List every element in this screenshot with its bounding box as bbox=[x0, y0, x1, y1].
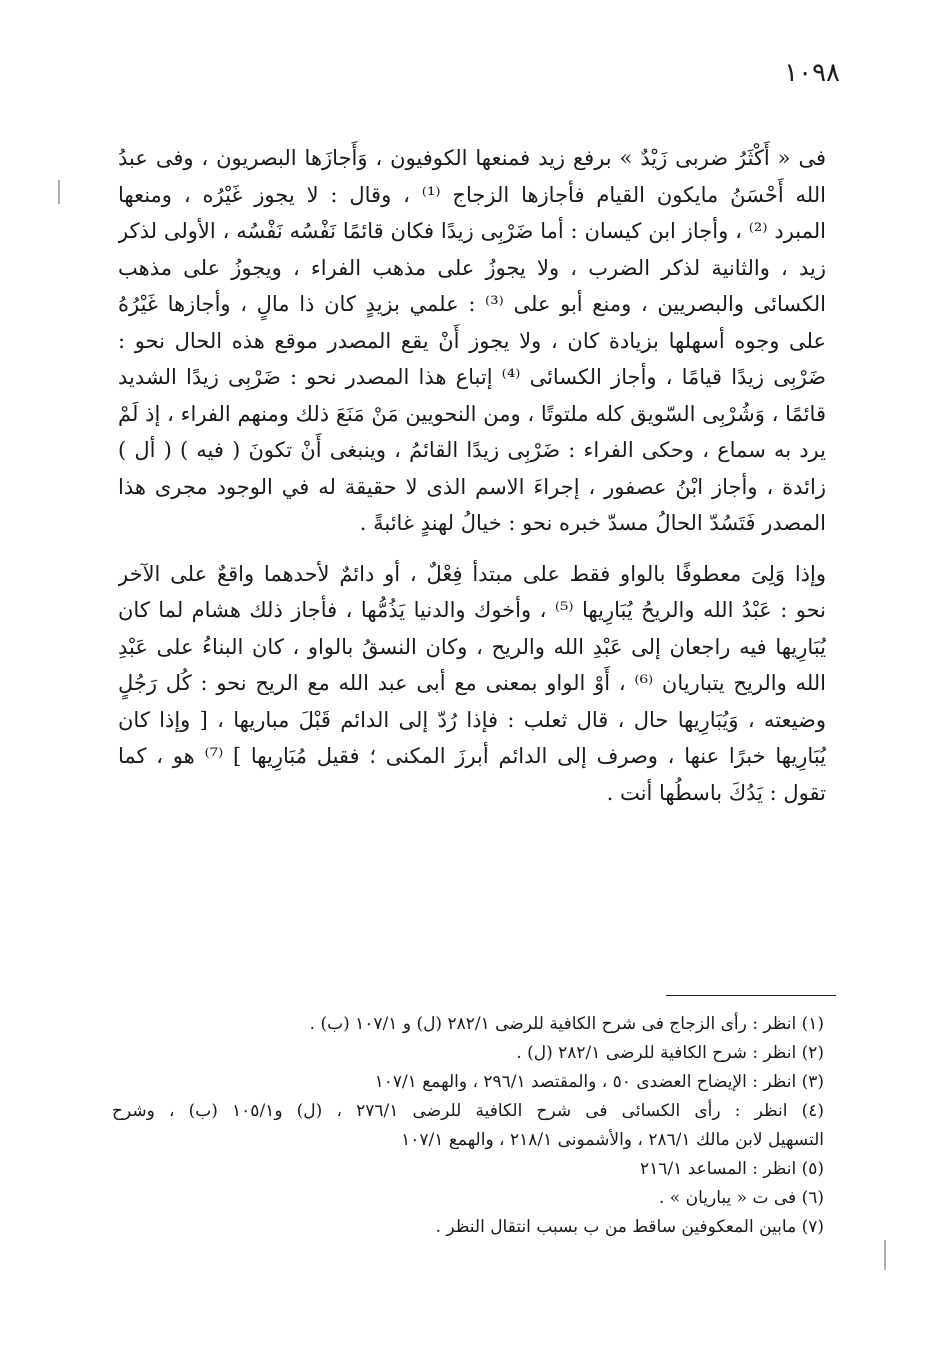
footnote-6: (٦) فى ت « يباريان » . bbox=[659, 1188, 824, 1208]
footnote-3: (٣) انظر : الإيضاح العضدى ٥٠ ، والمقتصد ٢٩٦/١ ، والهمع ١٠٧/١ bbox=[374, 1072, 824, 1092]
text-line: يرد به سماع ، وحكى الفراء : ضَرْبِى زيدًا القائمُ ، وينبغى أَنْ تكونَ ( فيه ) ( أل ) bbox=[118, 438, 826, 462]
text-line: ضَرْبِى زيدًا قيامًا ، وأجاز الكسائى ⁽⁴⁾ إتباع هذا المصدر نحو : ضَرْبِى زيدًا الشديد bbox=[118, 365, 826, 389]
text-line: نحو : عَبْدُ الله والريحُ يُبَارِيها ⁽⁵⁾ ، وأخوك والدنيا يَذُمُّها ، فأجاز ذلك هشام لما كان bbox=[118, 598, 826, 622]
text-line: زائدة ، وأجاز ابْنُ عصفور ، إجراءَ الاسم الذى لا حقيقة له في الوجود مجرى هذا bbox=[118, 474, 826, 499]
page-number: ١٠٩٨ bbox=[784, 58, 840, 88]
scan-mark bbox=[58, 180, 60, 204]
footnote-7: (٧) مابين المعكوفين ساقط من ب بسبب انتقال النظر . bbox=[435, 1217, 824, 1237]
footnote-5: (٥) انظر : المساعد ٢١٦/١ bbox=[640, 1159, 824, 1179]
text-line: تقول : يَدُكَ باسطُها أنت . bbox=[606, 780, 826, 805]
footnote-4-continued: التسهيل لابن مالك ٢٨٦/١ ، والأشمونى ٢١٨/١ ، والهمع ١٠٧/١ bbox=[401, 1130, 824, 1150]
paragraph-1 bbox=[118, 140, 826, 542]
text-line: على وجوه أسهلها بزيادة كان ، ولا يجوز أَنْ يقع المصدر موقع هذه الحال نحو : bbox=[118, 328, 826, 353]
paragraph-2 bbox=[118, 556, 826, 812]
scan-mark bbox=[884, 1240, 886, 1270]
text-line: وإذا وَلِىَ معطوفًا بالواو فقط على مبتدأ فِعْلٌ ، أو دائمٌ لأحدهما واقعٌ على الآخر bbox=[118, 561, 826, 586]
text-line: فى « أَكْثَرُ ضربى زَيْدٌ » برفع زيد فمنعها الكوفيون ، وَأَجازَها البصريون ، وفى عبدُ bbox=[118, 146, 826, 170]
text-line: زيد ، والثانية لذكر الضرب ، ولا يجوزُ على مذهب الفراء ، ويجوزُ على مذهب bbox=[118, 255, 826, 280]
text-line: يُبَارِيها فيه راجعان إلى عَبْدِ الله والريح ، وكان النسقُ بالواو ، كان البناءُ على عَبْدِ bbox=[118, 634, 826, 659]
text-line: المبرد ⁽²⁾ ، وأجاز ابن كيسان : أما ضَرْبِى زيدًا فكان قائمًا نَفْسُه نَفْسُه ، الأولى لذكر bbox=[118, 219, 826, 243]
text-line: قائمًا ، وَشُرْبِى السّويق كله ملتوتًا ، ومن النحويين مَنْ مَنَعَ ذلك ومنهم الفراء ، إذ لَمْ bbox=[118, 401, 826, 426]
text-line: الله والريح يتباريان ⁽⁶⁾ ، أَوْ الواو بمعنى مع أبى عبد الله مع الريح نحو : كُل رَجُلٍ bbox=[118, 671, 826, 695]
footnote-1: (١) انظر : رأى الزجاج فى شرح الكافية للرضى ٢٨٢/١ (ل) و ١٠٧/١ (ب) . bbox=[309, 1014, 824, 1034]
text-line: المصدر فَتَسُدّ الحالُ مسدّ خبره نحو : خيالُ لهندٍ غائبةً . bbox=[359, 511, 826, 535]
text-line: الله أَحْسَنُ مايكون القيام فأجازها الزجاج ⁽¹⁾ ، وقال : لا يجوز غَيْرُه ، ومنعها bbox=[118, 182, 826, 207]
footnote-divider bbox=[666, 995, 836, 996]
text-line: الكسائى والبصريين ، ومنع أبو على ⁽³⁾ : علمي بزيدٍ كان ذا مالٍ ، وأجازها غَيْرُهُ bbox=[118, 292, 826, 316]
text-line: وضيعته ، وَيُبَارِيها حال ، قال ثعلب : فإذا رُدّ إلى الدائم قَبْلَ مباريها ، [ وإذا كان bbox=[118, 707, 826, 732]
footnote-4: (٤) انظر : رأى الكسائى فى شرح الكافية للرضى ٢٧٦/١ ، (ل) و١٠٥/١ (ب) ، وشرح bbox=[112, 1101, 824, 1121]
footnote-2: (٢) انظر : شرح الكافية للرضى ٢٨٢/١ (ل) . bbox=[516, 1043, 824, 1063]
footnotes bbox=[112, 1010, 824, 1242]
main-text bbox=[118, 140, 826, 811]
text-line: يُبَارِيها خبرًا عنها ، وصرف إلى الدائم أبرزَ المكنى ؛ فقيل مُبَارِيها ] ⁽⁷⁾ هو ، كما bbox=[118, 744, 826, 768]
